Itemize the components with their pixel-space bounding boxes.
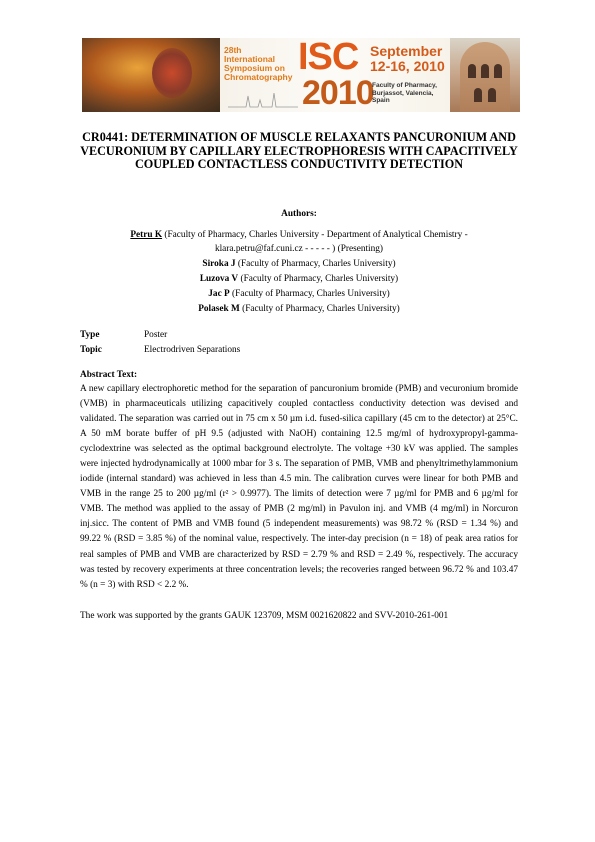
chromatogram-icon — [228, 92, 298, 108]
authors-heading: Authors: — [281, 209, 317, 219]
event-month: September — [370, 43, 443, 59]
author-name: Luzova V — [199, 274, 239, 284]
banner-logo — [220, 38, 450, 112]
author-line — [80, 274, 518, 285]
author-line — [80, 289, 518, 300]
event-year: 2010 — [302, 74, 374, 112]
author-name: Jac P — [208, 289, 230, 299]
event-acronym: ISC — [298, 36, 359, 78]
event-dates — [370, 44, 445, 74]
event-days: 12-16, 2010 — [370, 58, 445, 74]
author-line — [80, 244, 518, 255]
event-venue: Faculty of Pharmacy, Burjassot, Valencia, Spain — [372, 82, 437, 104]
event-name: 28th International Symposium on Chromatography — [224, 45, 293, 82]
author-affiliation: klara.petru@faf.cuni.cz - - - - - ) (Presenting) — [214, 244, 384, 254]
author-affiliation: (Faculty of Pharmacy, Charles University - Department of Analytical Chemistry - — [164, 230, 468, 240]
author-affiliation: (Faculty of Pharmacy, Charles University) — [232, 289, 390, 299]
acknowledgement: The work was supported by the grants GAUK 123709, MSM 0021620822 and SVV-2010-261-001 — [80, 611, 449, 621]
abstract-title: CR0441: DETERMINATION OF MUSCLE RELAXANTS PANCURONIUM AND VECURONIUM BY CAPILLARY ELECTROPHORESIS WITH CAPACITIVELY COUPLED CONTACTLESS CONDUCTIVITY DETECTION — [80, 130, 518, 171]
abstract-heading: Abstract Text: — [80, 370, 138, 380]
abstract-body: A new capillary electrophoretic method for the separation of pancuronium bromide (PMB) and vecuronium bromide (VMB) in pharmaceuticals utilizing capacitively coupled contactless conductivity detection was devised and validated. The separation was carried out in 75 cm x 50 µm i.d. fused-silica capillary (45 cm to the detector) at 25°C. A 50 mM borate buffer of pH 9.5 (adjusted with NaOH) containing 12.5 mg/ml of hydroxypropyl-gamma-cyclodextrine was selected as the optimal background electrolyte. The voltage +30 kV was applied. The samples were injected hydrodynamically at 1000 mbar for 3 s. The separation of PMB, VMB and phenyltrimethylammonium iodide (internal standard) was achieved in less than 4.5 min. The calibration curves were linear for both PMB and VMB in the range 25 to 200 µg/ml (r² > 0.9977). The limits of detection were 7 µg/ml for PMB and 6 µg/ml for VMB. The method was applied to the assay of PMB (2 mg/ml) in Pavulon inj. and VMB (4 mg/ml) in Norcuron inj.sicc. The content of PMB and VMB found (5 independent measurements) was 98.72 % (RSD = 1.34 %) and 99.22 % (RSD = 3.85 %) of the nominal value, respectively. The inter-day precision (n = 18) of peak area ratios for real samples of PMB and VMB are characterized by RSD = 2.79 % and RSD = 2.49 %, respectively. The accuracy was tested by recovery experiments at three concentration levels; the recoveries ranged between 96.72 % and 103.47 % (n = 3) with RSD < 2.2 %. — [80, 384, 518, 590]
author-line — [80, 259, 518, 270]
tower-image — [460, 42, 510, 112]
banner-photo-right — [450, 38, 520, 112]
topic-label: Topic — [80, 345, 102, 355]
topic-value: Electrodriven Separations — [144, 345, 241, 355]
author-name: Polasek M — [198, 304, 240, 314]
author-line — [80, 230, 518, 241]
author-line — [80, 304, 518, 315]
author-name: Petru K — [130, 230, 163, 240]
type-label: Type — [80, 330, 100, 340]
conference-banner — [82, 38, 520, 112]
banner-photo-left — [82, 38, 220, 112]
type-value: Poster — [144, 330, 168, 340]
author-name: Siroka J — [202, 259, 236, 269]
author-affiliation: (Faculty of Pharmacy, Charles University) — [237, 259, 396, 269]
author-affiliation: (Faculty of Pharmacy, Charles University) — [242, 304, 400, 314]
author-affiliation: (Faculty of Pharmacy, Charles University) — [240, 274, 399, 284]
